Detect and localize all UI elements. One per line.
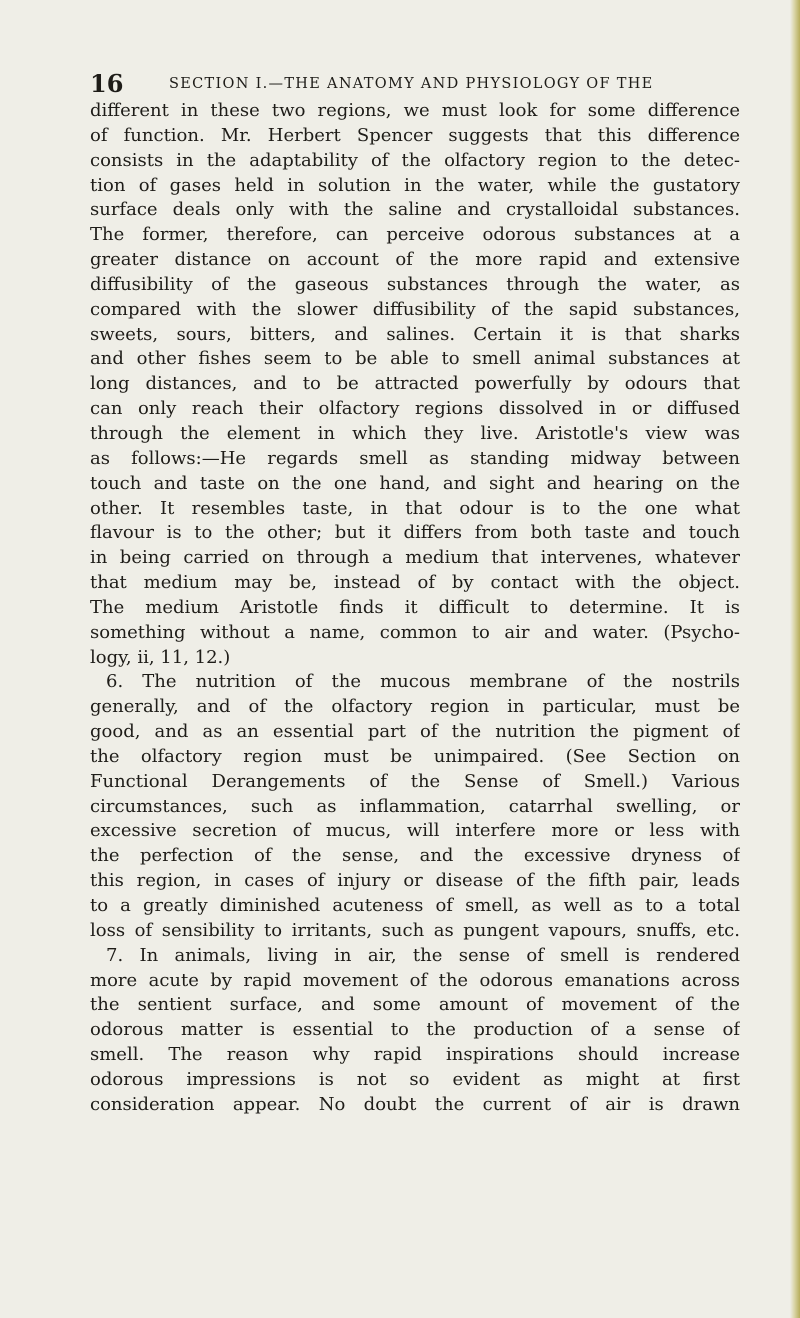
text-line: to a greatly diminished acuteness of smell, as well as to a total [90, 895, 740, 916]
text-line: other. It resembles taste, in that odour is to the one what [90, 497, 740, 519]
text-line: greater distance on account of the more rapid and extensive [90, 249, 740, 271]
text-line: touch and taste on the one hand, and sight and hearing on the [90, 472, 740, 494]
text-line: the perfection of the sense, and the excessive dryness of [90, 845, 740, 867]
text-line: smell. The reason why rapid inspirations should increase [90, 1044, 740, 1066]
text-line: can only reach their olfactory regions dissolved in or diffused [90, 398, 740, 420]
running-head: SECTION I.—THE ANATOMY AND PHYSIOLOGY OF THE [169, 76, 654, 92]
text-line: long distances, and to be attracted powerfully by odours that [90, 373, 740, 395]
page-number: 16 [90, 69, 124, 98]
text-line: of function. Mr. Herbert Spencer suggests that this difference [90, 124, 740, 146]
text-line: sweets, sours, bitters, and salines. Certain it is that sharks [90, 323, 740, 345]
text-line: The former, therefore, can perceive odorous substances at a [90, 224, 740, 246]
text-line: the olfactory region must be unimpaired. (See Section on [90, 745, 740, 767]
text-line: through the element in which they live. Aristotle's view was [90, 422, 740, 444]
body-text [90, 99, 740, 1118]
text-line: as follows:—He regards smell as standing midway between [90, 447, 740, 469]
text-line: consideration appear. No doubt the current of air is drawn [90, 1093, 740, 1115]
text-line: consists in the adaptability of the olfactory region to the detec- [90, 149, 740, 171]
text-line: 7. In animals, living in air, the sense of smell is rendered [106, 944, 740, 966]
text-line: diffusibility of the gaseous substances through the water, as [90, 273, 740, 295]
text-line: logy, ii, 11, 12.) [90, 646, 231, 668]
text-line: different in these two regions, we must look for some difference [90, 100, 740, 121]
text-line: this region, in cases of injury or disease of the fifth pair, leads [90, 870, 740, 892]
text-line: 6. The nutrition of the mucous membrane of the nostrils [106, 671, 740, 693]
text-line: good, and as an essential part of the nutrition the pigment of [90, 721, 740, 743]
text-line: odorous matter is essential to the production of a sense of [90, 1019, 740, 1041]
text-line: something without a name, common to air and water. (Psycho- [90, 621, 740, 643]
text-line: circumstances, such as inflammation, catarrhal swelling, or [90, 795, 740, 817]
text-line: the sentient surface, and some amount of movement of the [90, 994, 740, 1016]
text-line: The medium Aristotle finds it difficult to determine. It is [90, 596, 740, 618]
text-line: compared with the slower diffusibility of the sapid substances, [90, 298, 740, 320]
text-line: excessive secretion of mucus, will interfere more or less with [90, 820, 740, 842]
text-line: in being carried on through a medium that intervenes, whatever [90, 547, 740, 569]
text-line: odorous impressions is not so evident as might at first [90, 1068, 740, 1090]
text-line: that medium may be, instead of by contact with the object. [90, 572, 740, 594]
text-line: tion of gases held in solution in the water, while the gustatory [90, 174, 740, 196]
text-line: more acute by rapid movement of the odorous emanations across [90, 969, 740, 991]
text-line: and other fishes seem to be able to smell animal substances at [90, 348, 740, 370]
page-edge-shadow [790, 0, 800, 1318]
text-line: surface deals only with the saline and crystalloidal substances. [90, 199, 740, 221]
text-line: flavour is to the other; but it differs from both taste and touch [90, 522, 740, 544]
text-line: loss of sensibility to irritants, such as pungent vapours, snuffs, etc. [90, 919, 740, 941]
text-line: Functional Derangements of the Sense of Smell.) Various [90, 770, 740, 792]
text-line: generally, and of the olfactory region in particular, must be [90, 696, 740, 718]
